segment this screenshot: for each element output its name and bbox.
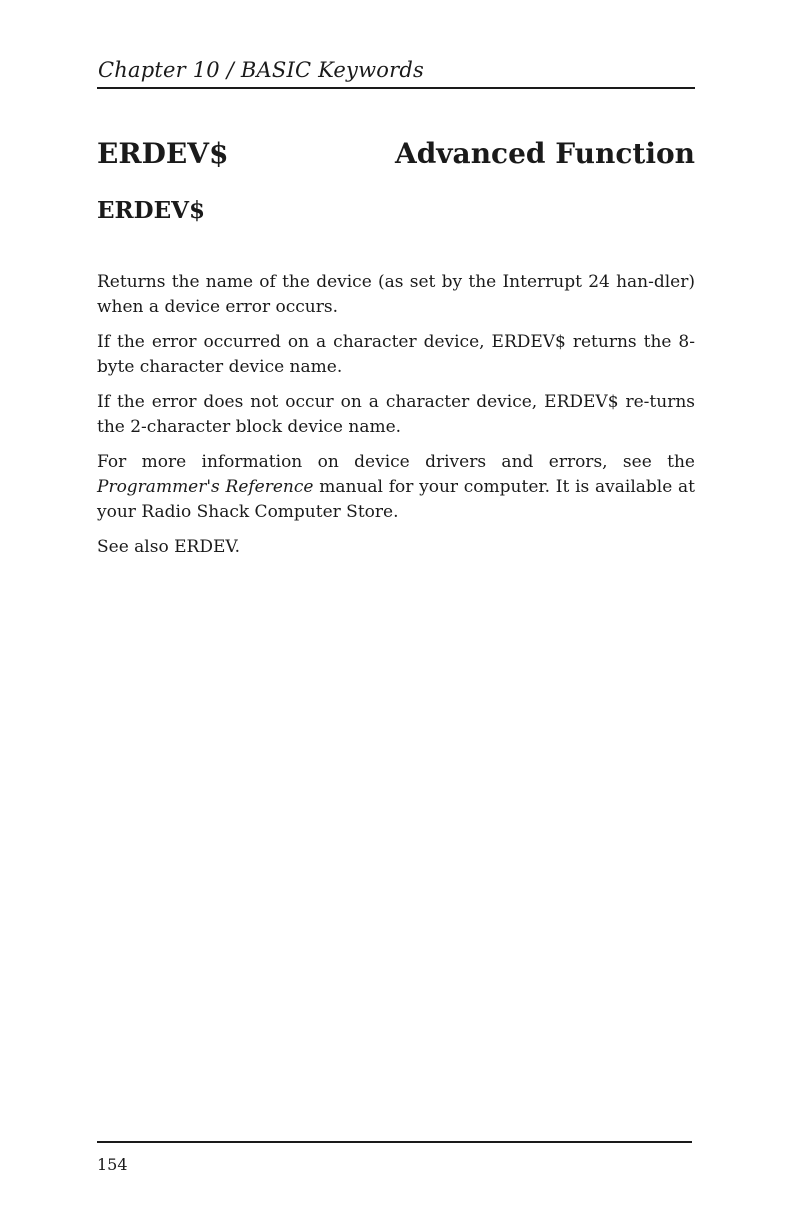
header-rule: [97, 87, 695, 89]
reference-manual-title: Programmer's Reference: [97, 477, 314, 497]
keyword-category: Advanced Function: [394, 137, 695, 170]
footer-rule: [97, 1141, 692, 1143]
more-info-text: For more information on device drivers and errors, see the: [97, 452, 695, 472]
paragraph-block-device: If the error does not occur on a character device, ERDEV$ re-turns the 2-character block device name.: [97, 392, 695, 437]
keyword-title: ERDEV$: [97, 137, 229, 170]
paragraph-more-info: [97, 450, 695, 525]
title-row: [97, 137, 695, 170]
syntax-line: ERDEV$: [97, 197, 205, 224]
paragraph-character-device: If the error occurred on a character device, ERDEV$ returns the 8-byte character device name.: [97, 332, 695, 377]
paragraph-description: Returns the name of the device (as set by the Interrupt 24 han-dler) when a device error occurs.: [97, 272, 695, 317]
paragraph-see-also: See also ERDEV.: [97, 537, 241, 557]
document-page: [97, 0, 695, 1216]
body-text: [97, 270, 695, 570]
more-info-text-end: manual for your computer. It is available at your Radio Shack Computer Store.: [97, 477, 695, 522]
running-head: Chapter 10 / BASIC Keywords: [98, 58, 424, 82]
page-number: 154: [97, 1155, 128, 1174]
